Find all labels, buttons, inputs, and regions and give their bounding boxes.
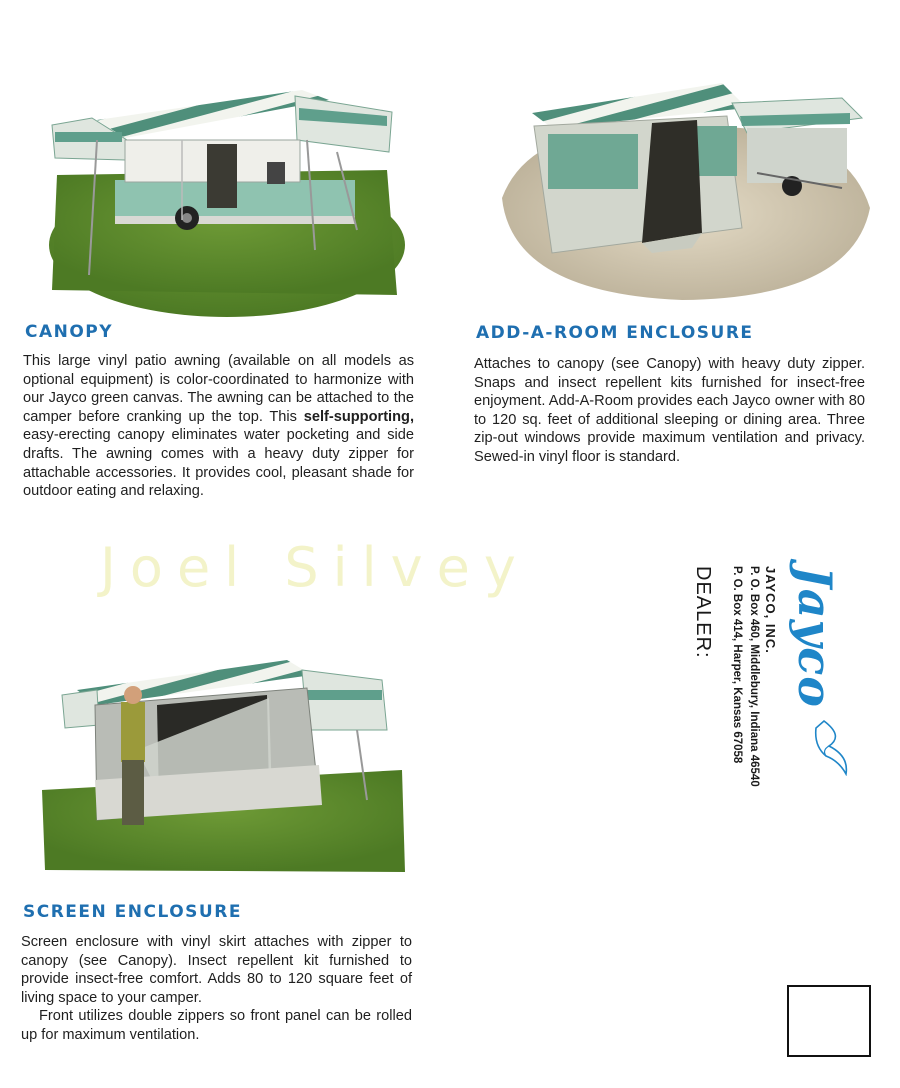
canopy-title: CANOPY	[25, 322, 114, 342]
canopy-text-part2: easy-erecting canopy eliminates water pocketing and side drafts. The awning comes with a heavy duty zipper for attachable accessories. It provides cool, pleasant shade for outdoor eating and relaxing.	[23, 427, 414, 500]
company-name: JAYCO, INC.	[763, 566, 778, 654]
canopy-description	[23, 352, 414, 501]
jayco-logo: Jayco	[788, 566, 842, 708]
screen-enclosure-description	[21, 933, 412, 1045]
screen-enclosure-photo	[37, 650, 407, 875]
dealer-label: DEALER:	[692, 566, 714, 659]
add-a-room-title: ADD-A-ROOM ENCLOSURE	[476, 323, 754, 343]
add-a-room-description: Attaches to canopy (see Canopy) with heavy duty zipper. Snaps and insect repellent kits furnished for insect-free enjoyment. Add-A-Room provides each Jayco owner with 80 to 120 sq. feet of additional sleeping or dining area. Three zip-out windows provide maximum ventilation and privacy. Sewed-in vinyl floor is standard.	[474, 356, 865, 465]
address-middlebury: P. O. Box 460, Middlebury, Indiana 46540	[748, 566, 760, 787]
screen-enclosure-title: SCREEN ENCLOSURE	[23, 902, 242, 922]
canopy-text-part1: This large vinyl patio awning (available on all models as optional equipment) is color-coordinated to harmonize with our Jayco green canvas. The awning can be attached to the camper before cranking up the top. This	[23, 353, 414, 425]
canopy-text-bold: self-supporting,	[303, 408, 414, 425]
address-harper: P. O. Box 414, Harper, Kansas 67058	[731, 566, 743, 764]
dealer-stamp-box	[787, 985, 871, 1057]
watermark-text: Joel Silvey	[100, 536, 530, 599]
company-contact-block	[662, 566, 842, 826]
screen-paragraph-1: Screen enclosure with vinyl skirt attaches with zipper to canopy (see Canopy). Insect repellent kit furnished to provide insect-free comfort. Adds 80 to 120 square feet of living space to your camper.	[21, 934, 412, 1006]
bird-icon	[804, 716, 854, 776]
add-a-room-photo	[492, 78, 872, 303]
canopy-photo	[37, 80, 407, 320]
screen-paragraph-2: Front utilizes double zippers so front panel can be rolled up for maximum ventilation.	[21, 1008, 412, 1043]
